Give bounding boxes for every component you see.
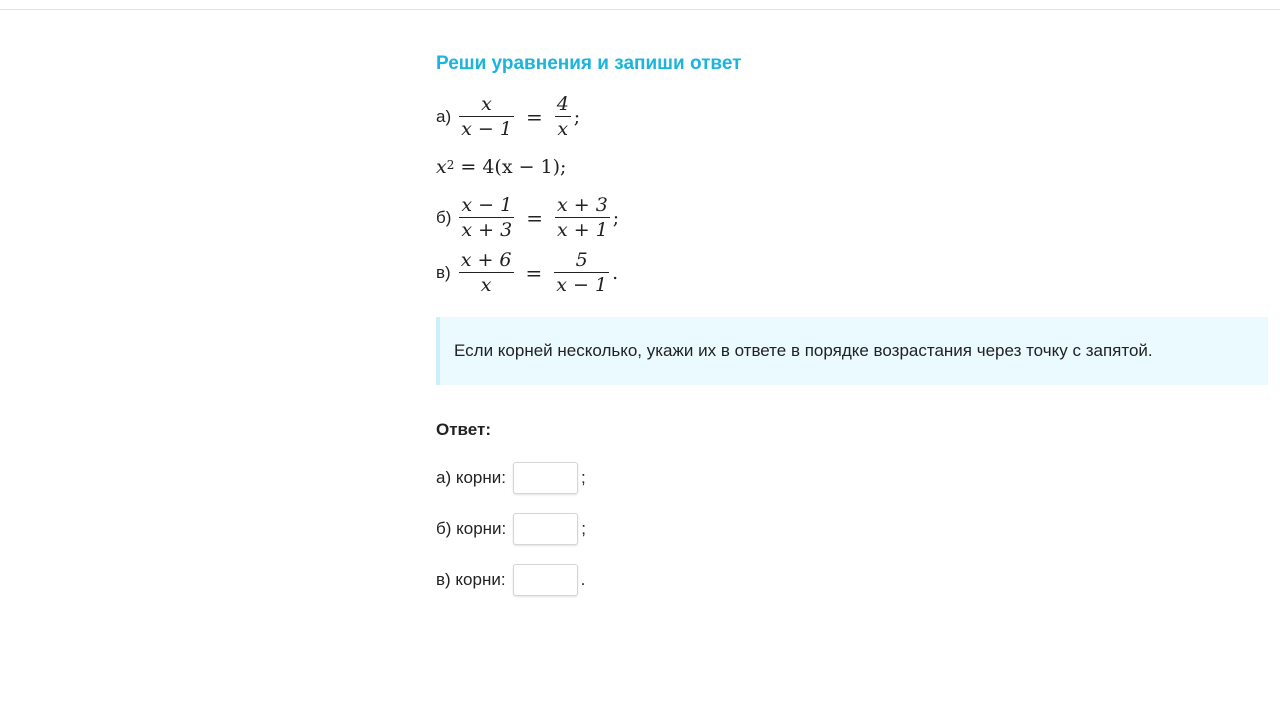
fraction-numerator: x + 6 bbox=[460, 249, 512, 271]
answer-a-input[interactable] bbox=[513, 462, 578, 494]
answer-row-a bbox=[436, 461, 586, 495]
equation-b-end: ; bbox=[612, 206, 620, 229]
answer-row-b-end: ; bbox=[581, 519, 587, 538]
fraction-numerator: x bbox=[481, 93, 492, 115]
equation-a-rhs-fraction bbox=[555, 92, 571, 141]
answer-c-input[interactable] bbox=[513, 564, 578, 596]
answer-b-input[interactable] bbox=[513, 513, 578, 545]
fraction-denominator: x + 3 bbox=[461, 219, 513, 241]
equation-b bbox=[436, 193, 619, 242]
hint-text: Если корней несколько, укажи их в ответе в порядке возрастания через точку с запятой. bbox=[454, 341, 1153, 360]
equation-a-step-base: x bbox=[436, 156, 447, 178]
task-content bbox=[436, 52, 1268, 589]
equals-sign: = bbox=[525, 104, 543, 129]
equation-c-end: . bbox=[612, 261, 619, 284]
answer-title: Ответ: bbox=[436, 420, 491, 439]
equation-c-lhs-fraction bbox=[459, 248, 514, 297]
equals-sign: = bbox=[525, 260, 543, 285]
fraction-denominator: x bbox=[557, 118, 569, 140]
equation-a-lhs-fraction bbox=[459, 92, 514, 141]
equation-b-rhs-fraction bbox=[555, 193, 610, 242]
top-divider bbox=[0, 9, 1280, 10]
equation-a-step-rest: = 4(x − 1); bbox=[460, 156, 567, 178]
equation-c-rhs-fraction bbox=[554, 248, 609, 297]
equation-a bbox=[436, 92, 580, 141]
equation-b-lhs-fraction bbox=[459, 193, 514, 242]
fraction-numerator: 4 bbox=[556, 93, 569, 115]
equation-c bbox=[436, 248, 618, 297]
answer-row-a-end: ; bbox=[580, 468, 586, 487]
answer-row-c-end: . bbox=[580, 570, 586, 589]
fraction-denominator: x + 1 bbox=[556, 219, 608, 241]
fraction-denominator: x bbox=[480, 274, 492, 296]
equation-a-step-exponent: 2 bbox=[446, 158, 455, 172]
answer-row-c bbox=[436, 563, 585, 597]
fraction-numerator: 5 bbox=[575, 249, 588, 271]
task-title: Реши уравнения и запиши ответ bbox=[436, 53, 742, 74]
equation-c-label: в) bbox=[436, 262, 451, 282]
fraction-numerator: x − 1 bbox=[461, 194, 513, 216]
answer-row-b bbox=[436, 512, 586, 546]
equation-a-step bbox=[436, 156, 566, 178]
answer-row-a-label: а) корни: bbox=[436, 468, 506, 487]
equals-sign: = bbox=[526, 205, 543, 230]
equation-a-end: ; bbox=[573, 105, 581, 128]
equation-b-label: б) bbox=[436, 207, 452, 227]
fraction-numerator: x + 3 bbox=[556, 194, 608, 216]
answer-row-c-label: в) корни: bbox=[436, 570, 506, 589]
fraction-denominator: x − 1 bbox=[461, 118, 512, 140]
fraction-denominator: x − 1 bbox=[556, 274, 608, 296]
answer-row-b-label: б) корни: bbox=[436, 519, 507, 538]
equation-a-label: а) bbox=[436, 106, 452, 126]
hint-box bbox=[436, 317, 1268, 385]
